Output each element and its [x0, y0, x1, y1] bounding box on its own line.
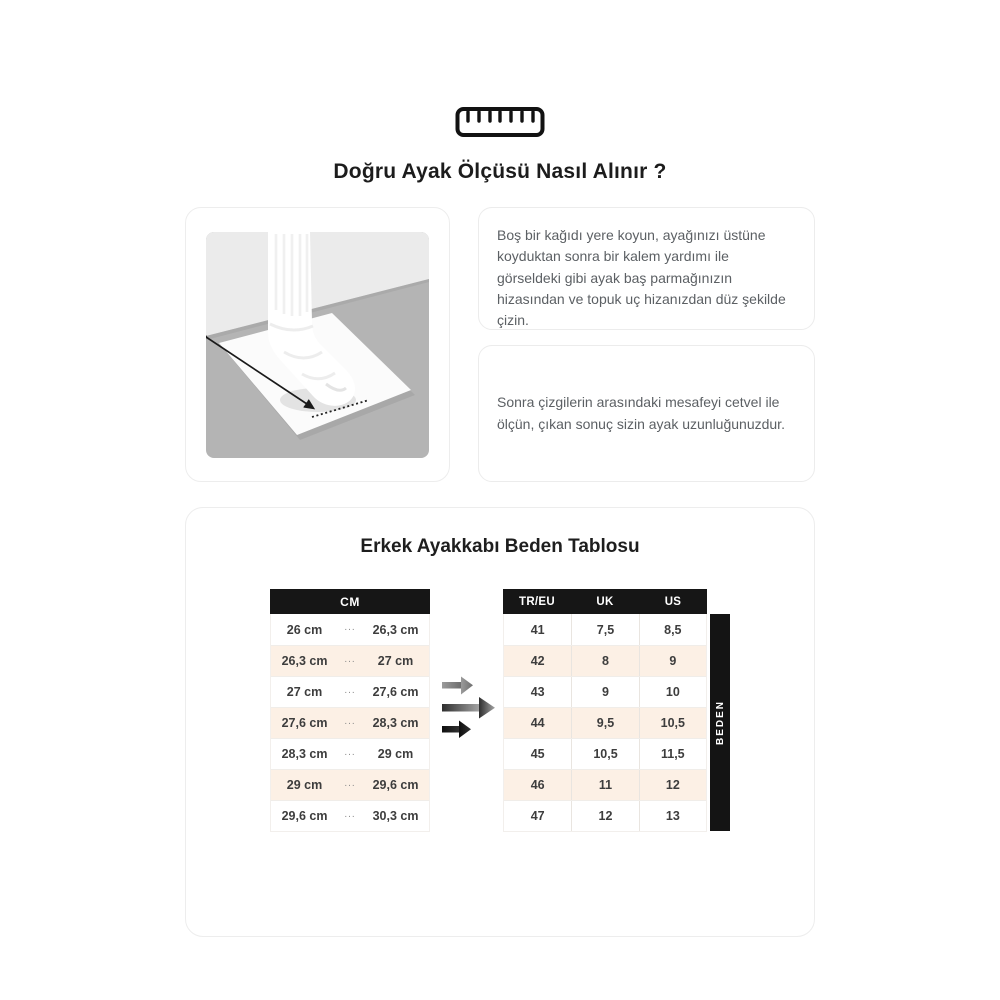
foot-measurement-photo	[206, 232, 429, 458]
cm-from-value: 26 cm	[286, 622, 323, 637]
size-value: 46	[530, 778, 545, 792]
cm-from-value: 27,6 cm	[281, 716, 328, 730]
size-column-header: TR/EU	[519, 595, 555, 608]
size-value: 45	[530, 747, 545, 761]
size-value: 11,5	[639, 739, 706, 769]
cm-from-value: 27 cm	[286, 685, 323, 699]
size-value: 8	[571, 646, 638, 676]
cm-to-value: 29 cm	[377, 747, 414, 761]
cm-from-value: 29,6 cm	[281, 809, 328, 823]
size-value: 13	[639, 801, 706, 831]
size-table-row	[504, 800, 706, 831]
page-header	[185, 106, 815, 184]
range-separator: ...	[344, 715, 356, 727]
foot-photo-card	[185, 207, 450, 482]
size-column-header: US	[664, 595, 682, 608]
cm-to-value: 26,3 cm	[372, 622, 419, 637]
size-table-row	[504, 707, 706, 738]
size-value: 10,5	[571, 739, 638, 769]
size-value: 10,5	[639, 708, 706, 738]
cm-to-value: 30,3 cm	[372, 809, 419, 823]
conversion-arrows-icon	[430, 589, 503, 740]
ruler-icon	[185, 106, 815, 138]
size-value: 43	[530, 685, 545, 699]
cm-table-row	[271, 645, 429, 676]
instruction-boxes	[478, 207, 815, 482]
cm-from-value: 28,3 cm	[281, 747, 328, 761]
cm-from-value: 29 cm	[286, 778, 323, 792]
measure-section	[185, 207, 815, 482]
range-separator: ...	[344, 808, 356, 820]
size-value: 47	[530, 809, 545, 823]
size-value: 9	[571, 677, 638, 707]
cm-table-rows	[270, 614, 430, 832]
beden-label-text: BEDEN	[714, 699, 726, 745]
size-table-row	[504, 769, 706, 800]
size-value: 7,5	[571, 614, 638, 645]
size-table-row	[504, 614, 706, 645]
size-table-row	[504, 676, 706, 707]
instruction-step-2	[478, 345, 815, 482]
beden-side-label	[710, 614, 730, 831]
range-separator: ...	[344, 684, 356, 696]
cm-to-value: 27 cm	[377, 654, 414, 668]
size-value: 41	[530, 622, 545, 637]
size-value: 42	[530, 654, 545, 668]
size-column-header: UK	[596, 595, 614, 608]
cm-from-value: 26,3 cm	[281, 654, 328, 668]
cm-to-value: 29,6 cm	[372, 778, 419, 792]
size-value: 44	[530, 716, 545, 730]
cm-table-row	[271, 800, 429, 831]
instruction-step-1-text: Boş bir kağıdı yere koyun, ayağınızı üstüne koyduktan sonra bir kalem yardımı ile görseldeki gibi ayak baş parmağınızın hizasından ve topuk uç hizanızdan düz şekilde çizin.	[497, 227, 786, 329]
range-separator: ...	[344, 777, 356, 789]
cm-table-row	[271, 769, 429, 800]
range-separator: ...	[344, 622, 356, 633]
size-table-row	[504, 645, 706, 676]
cm-header-label: CM	[340, 594, 360, 609]
size-value: 11	[571, 770, 638, 800]
cm-table-row	[271, 676, 429, 707]
cm-table-row	[271, 738, 429, 769]
cm-table	[270, 589, 430, 832]
cm-table-row	[271, 707, 429, 738]
cm-table-header	[270, 589, 430, 614]
size-table-rows	[503, 614, 707, 832]
size-chart-title: Erkek Ayakkabı Beden Tablosu	[360, 536, 640, 557]
size-chart-card	[185, 507, 815, 937]
size-table-row	[504, 738, 706, 769]
range-separator: ...	[344, 746, 356, 758]
range-separator: ...	[344, 653, 356, 665]
size-value: 12	[639, 770, 706, 800]
instruction-step-2-text: Sonra çizgilerin arasındaki mesafeyi cetvel ile ölçün, çıkan sonuç sizin ayak uzunluğunuzdur.	[497, 394, 785, 432]
cm-table-row	[271, 614, 429, 645]
size-value: 9,5	[571, 708, 638, 738]
size-value: 8,5	[639, 614, 706, 645]
page-title: Doğru Ayak Ölçüsü Nasıl Alınır ?	[333, 160, 667, 183]
cm-to-value: 28,3 cm	[372, 716, 419, 730]
size-value: 12	[571, 801, 638, 831]
size-table	[503, 589, 707, 832]
size-value: 9	[639, 646, 706, 676]
size-value: 10	[639, 677, 706, 707]
size-table-header	[503, 589, 707, 614]
page-content	[185, 0, 815, 937]
size-chart-tables	[186, 589, 814, 832]
instruction-step-1	[478, 207, 815, 330]
cm-to-value: 27,6 cm	[372, 685, 419, 699]
